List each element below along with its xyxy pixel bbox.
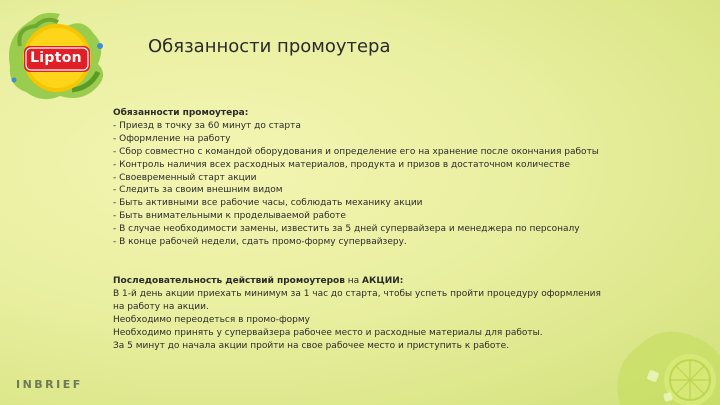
lime-splash-icon [580,275,720,405]
duty-item: - Быть внимательными к проделываемой работе [113,211,346,222]
page-title: Обязанности промоутера [148,36,391,57]
sequence-line: В 1-й день акции приехать минимум за 1 час до старта, чтобы успеть пройти процедуру оформления [113,288,601,299]
duty-item: - Контроль наличия всех расходных материалов, продукта и призов в достаточном количестве [113,159,571,170]
logo-text: Lipton [30,50,82,66]
duty-item: - Быть активными все рабочие часы, соблюдать механику акции [113,198,423,209]
duty-item: - Сбор совместно с командой оборудования и определение его на хранение после окончания работы [113,146,599,157]
sequence-heading-event: АКЦИИ: [362,275,404,286]
brand-footer: INBRIEF [16,378,83,391]
duty-item: - Следить за своим внешним видом [113,185,283,196]
sequence-heading-main: Последовательность действий промоутеров [113,275,345,286]
sequence-line: Необходимо принять у супервайзера рабочее место и расходные материалы для работы. [113,327,543,338]
duty-item: - В конце рабочей недели, сдать промо-форму супервайзеру. [113,237,407,248]
duty-item: - В случае необходимости замены, известить за 5 дней супервайзера и менеджера по персоналу [113,224,580,235]
duty-item: - Приезд в точку за 60 минут до старта [113,120,301,131]
sequence-line: Необходимо переодеться в промо-форму [113,314,310,325]
duty-item: - Своевременный старт акции [113,172,257,183]
sequence-heading-connector: на [344,275,363,286]
lipton-logo [2,6,112,106]
sequence-line: За 5 минут до начала акции пройти на свое рабочее место и приступить к работе. [113,340,510,351]
sequence-line: на работу на акции. [113,301,209,312]
section-spacer [113,249,713,275]
duties-heading: Обязанности промоутера: [113,108,249,118]
duty-item: - Оформление на работу [113,133,231,144]
